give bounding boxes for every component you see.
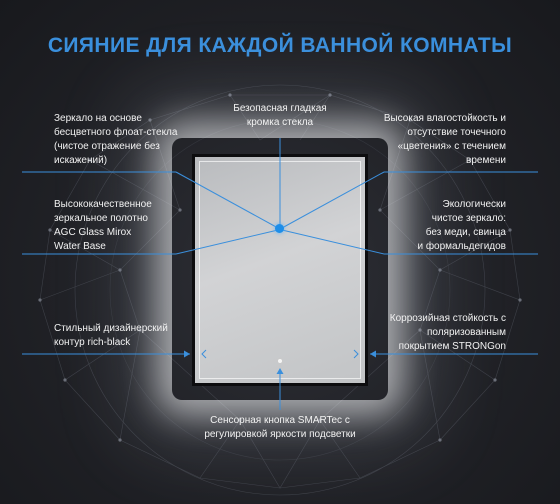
callout-black-contour: Стильный дизайнерский контур rich-black [54,323,168,348]
callout-corrosion-resistance: Коррозийная стойкость с поляризованным покрытием STRONGon [389,313,506,352]
callout-float-glass: Зеркало на основе бесцветного флоат-стекла (чистое отражение без искажений) [54,113,178,166]
pointer-hub-dot [275,224,284,233]
callout-moisture-resistance: Высокая влагостойкость и отсутствие точечного «цветения» с течением времени [383,113,506,166]
callout-agc-glass: Высококачественное зеркальное полотно AGC Glass Mirox Water Base [54,199,152,252]
callout-eco-friendly: Экологически чистое зеркало: без меди, свинца и формальдегидов [417,199,506,252]
callout-touch-button: Сенсорная кнопка SMARTec с регулировкой яркости подсветки [204,415,356,440]
callout-safe-edge: Безопасная гладкая кромка стекла [233,103,327,128]
page-title: СИЯНИЕ ДЛЯ КАЖДОЙ ВАННОЙ КОМНАТЫ [47,34,513,57]
touch-sensor-dot [277,358,283,364]
